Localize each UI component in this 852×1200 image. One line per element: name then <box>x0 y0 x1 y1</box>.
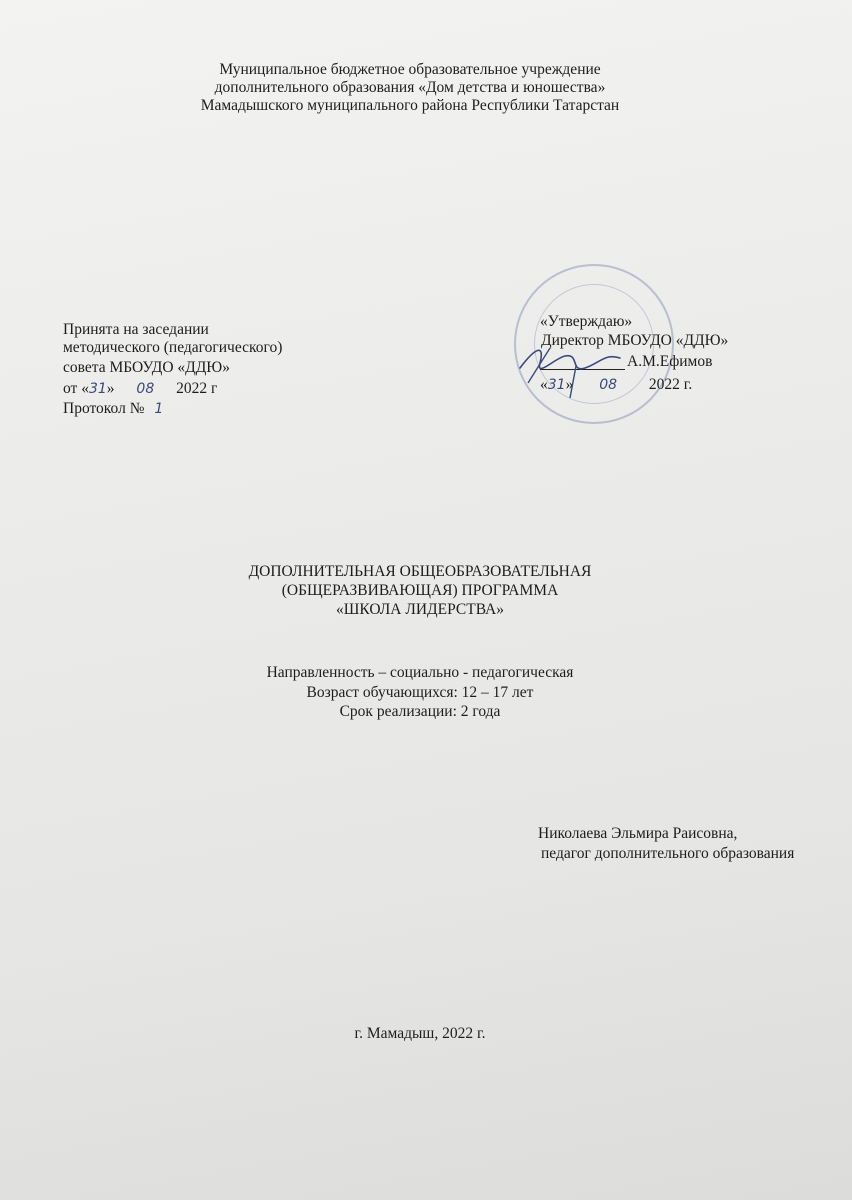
header-line-1: Муниципальное бюджетное образовательное учреждение <box>219 61 601 78</box>
accepted-date <box>63 380 217 398</box>
date-close: » <box>106 380 115 397</box>
date-prefix: от « <box>63 380 89 397</box>
handwritten-protocol-number: 1 <box>154 401 164 417</box>
approved-line-2: Директор МБОУДО «ДДЮ» <box>541 332 729 349</box>
approved-date-year: 2022 г. <box>648 376 693 393</box>
accepted-line-3: совета МБОУДО «ДДЮ» <box>63 359 230 376</box>
author-position: педагог дополнительного образования <box>541 845 795 862</box>
title-line-1: ДОПОЛНИТЕЛЬНАЯ ОБЩЕОБРАЗОВАТЕЛЬНАЯ <box>248 563 592 580</box>
title-line-3: «ШКОЛА ЛИДЕРСТВА» <box>335 601 504 618</box>
footer-place-year: г. Мамадыш, 2022 г. <box>354 1025 486 1042</box>
author-name: Николаева Эльмира Раисовна, <box>538 825 738 842</box>
approved-line-1: «Утверждаю» <box>540 313 633 330</box>
director-name: А.М.Ефимов <box>627 353 713 370</box>
handwritten-approved-day: 31 <box>547 377 566 393</box>
handwritten-approved-month: 08 <box>599 377 618 393</box>
info-duration: Срок реализации: 2 года <box>339 703 501 720</box>
approved-date-close: » <box>565 376 574 393</box>
approved-date-open: « <box>540 376 548 393</box>
header-line-3: Мамадышского муниципального района Республики Татарстан <box>200 97 620 114</box>
handwritten-day: 31 <box>88 381 107 397</box>
header-line-2: дополнительного образования «Дом детства и юношества» <box>214 79 606 96</box>
protocol-line <box>63 400 163 418</box>
protocol-label: Протокол № <box>63 400 145 417</box>
title-line-2: (ОБЩЕРАЗВИВАЮЩАЯ) ПРОГРАММА <box>281 582 559 599</box>
director-signature <box>510 328 660 408</box>
accepted-line-1: Принята на заседании <box>63 321 209 338</box>
info-age: Возраст обучающихся: 12 – 17 лет <box>306 684 534 701</box>
info-direction: Направленность – социально - педагогическая <box>266 664 574 681</box>
accepted-line-2: методического (педагогического) <box>63 339 283 356</box>
handwritten-month: 08 <box>136 381 155 397</box>
date-year: 2022 г <box>176 380 218 397</box>
